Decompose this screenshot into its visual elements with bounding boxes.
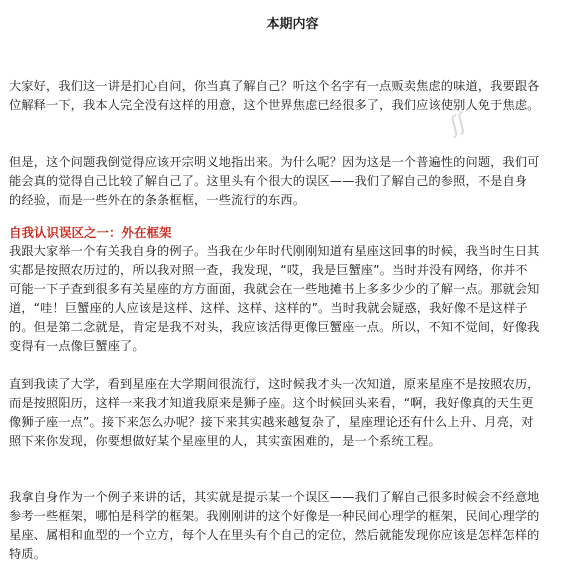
text-line: 而是按照阳历，这样一来我才知道我原来是狮子座。这个时候回头来看，“啊，我好像真的天生更 [9, 396, 534, 410]
text-line: 但是，这个问题我倒觉得应该开宗明义地指出来。为什么呢？因为这是一个普遍性的问题，我们可 [9, 155, 540, 169]
text-line: 变得有一点像巨蟹座了。 [9, 339, 145, 353]
text-line: 的。但是第二念就是，肯定是我不对头，我应该活得更像巨蟹座一点。所以，不知不觉间，好像我 [9, 320, 540, 334]
paragraph-example [9, 242, 576, 356]
text-line: 我拿自身作为一个例子来讲的话，其实就是提示某一个误区——我们了解自己很多时候会不经意地 [9, 490, 540, 504]
page-title: 本期内容 [266, 17, 319, 32]
section-heading: 自我认识误区之一：外在框架 [9, 225, 172, 240]
text-line: 道，“哇！巨蟹座的人应该是这样、这样、这样、这样的”。当时我就会疑惑，我好像不是这样子 [9, 301, 528, 315]
text-line: 可能一下子查到很多有关星座的方方面面，我就会在一些地摊书上多多少少的了解一点。那就会知 [9, 282, 540, 296]
paragraph-conclusion [9, 488, 576, 564]
text-line: 我跟大家举一个有关我自身的例子。当我在少年时代刚刚知道有星座这回事的时候，我当时生日其 [9, 244, 540, 258]
text-line: 能会真的觉得自己比较了解自己了。这里头有个很大的误区——我们了解自己的参照，不是自身 [9, 174, 528, 188]
watermark-mark: ʃʃ [446, 109, 471, 139]
text-line: 位解释一下，我本人完全没有这样的用意，这个世界焦虑已经很多了，我们应该使别人免于焦虑。 [9, 98, 540, 112]
text-line: 的经验，而是一些外在的条条框框，一些流行的东西。 [9, 193, 306, 207]
text-line: 实都是按照农历过的，所以我对照一查，我发现，“哎，我是巨蟹座”。当时并没有网络，你并不 [9, 263, 528, 277]
text-line: 特质。 [9, 547, 47, 561]
text-line: 大家好，我们这一讲是扪心自问，你当真了解自己？听这个名字有一点贩卖焦虑的味道，我要跟各 [9, 79, 540, 93]
text-line: 像狮子座一点”。接下来怎么办呢？接下来其实越来越复杂了，星座理论还有什么上升、月亮，对 [9, 415, 534, 429]
text-line: 照下来你发现，你要想做好某个星座里的人，其实蛮困难的，是一个系统工程。 [9, 434, 441, 448]
text-line: 参考一些框架，哪怕是科学的框架。我刚刚讲的这个好像是一种民间心理学的框架，民间心理学的 [9, 509, 540, 523]
text-line: 星座、属相和血型的一个立方，每个人在里头有个自己的定位，然后就能发现你应该是怎样怎样的 [9, 528, 540, 542]
paragraph-university [9, 375, 576, 451]
text-line: 直到我读了大学，看到星座在大学期间很流行，这时候我才头一次知道，原来星座不是按照农历， [9, 377, 540, 391]
paragraph-intro [9, 77, 576, 115]
paragraph-problem [9, 153, 576, 210]
